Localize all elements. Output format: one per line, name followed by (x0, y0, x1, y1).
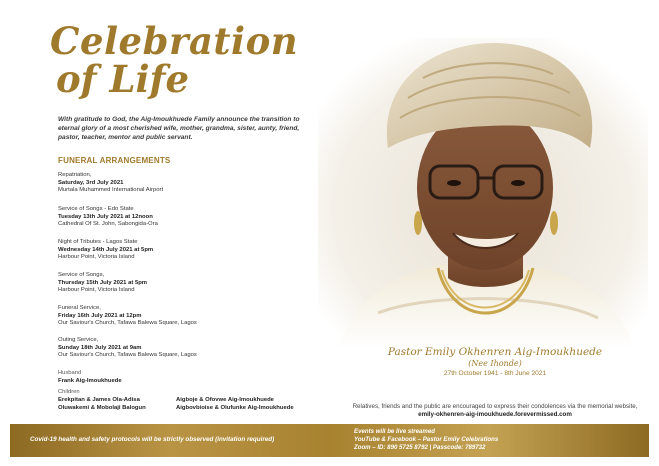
event-place: Our Saviour's Church, Tafawa Balewa Square, Lagos (58, 320, 197, 327)
event-date: Saturday, 3rd July 2021 (58, 179, 124, 186)
child-name: Oluwakemi & Mobolaji Balogun (58, 405, 146, 411)
event-label: Service of Songs, (58, 272, 105, 278)
condolence-text: Relatives, friends and the public are encouraged to express their condolences via the memorial website, (352, 403, 638, 410)
event-date: Thursday 15th July 2021 at 5pm (58, 279, 148, 286)
condolence-note (345, 403, 645, 419)
livestream-line: YouTube & Facebook – Pastor Emily Celebrations (354, 436, 499, 444)
event-funeral-service (58, 305, 197, 328)
event-place: Harbour Point, Victoria Island (58, 254, 135, 261)
deceased-name: Pastor Emily Okhenren Aig-Imoukhuede (387, 346, 603, 358)
event-night-of-tributes (58, 239, 153, 262)
event-label: Service of Songs - Edo State (58, 206, 134, 212)
life-dates: 27th October 1941 - 8th June 2021 (443, 370, 547, 377)
maiden-name: (Nee Ihonde) (468, 359, 522, 368)
memorial-website-link[interactable]: emily-okhenren-aig-imoukhuede.forevermissed.com (418, 411, 572, 418)
child-name: Aigbovbioise & Olufunke Aig-Imoukhuede (176, 405, 294, 411)
event-date: Tuesday 13th July 2021 at 12noon (58, 213, 153, 220)
event-repatriation (58, 172, 163, 195)
husband-name: Frank Aig-Imoukhuede (58, 378, 122, 384)
event-place: Our Saviour's Church, Tafawa Balewa Square, Lagos (58, 352, 197, 359)
event-date: Wednesday 14th July 2021 at 5pm (58, 246, 154, 253)
title-line-2: of Life (56, 57, 190, 101)
announcement-text: With gratitude to God, the Aig-Imoukhuede Family announce the transition to eternal glory of a most cherished wife, mother, grandma, sister, aunty, friend, pastor, teacher, mentor and public servant. (58, 116, 300, 142)
livestream-line: Events will be live streamed (354, 428, 435, 435)
event-date: Friday 16th July 2021 at 12pm (58, 312, 142, 319)
arrangements-heading: FUNERAL ARRANGEMENTS (58, 156, 171, 165)
title-line-1: Celebration (50, 19, 299, 63)
event-label: Outing Service, (58, 337, 99, 343)
covid-notice: Covid-19 health and safety protocols will be strictly observed (invitation required) (30, 436, 275, 443)
event-outing-service (58, 337, 197, 360)
bottom-banner (10, 424, 649, 457)
child-name: Aigboje & Ofovwe Aig-Imoukhuede (176, 397, 274, 403)
portrait-photo (318, 38, 648, 350)
event-service-songs-lagos (58, 272, 147, 295)
husband-label: Husband (58, 370, 82, 376)
livestream-info (354, 428, 498, 453)
event-label: Repatriation, (58, 172, 92, 178)
event-label: Night of Tributes - Lagos State (58, 239, 138, 245)
deceased-signature (360, 346, 630, 377)
event-place: Harbour Point, Victoria Island (58, 287, 135, 294)
children-label: Children (58, 389, 80, 395)
event-place: Murtala Muhammed International Airport (58, 187, 164, 194)
event-date: Sunday 18th July 2021 at 9am (58, 344, 142, 351)
livestream-line: Zoom – ID: 890 5725 8792 | Passcode: 789732 (354, 444, 486, 452)
event-place: Cathedral Of St. John, Sabongida-Ora (58, 221, 158, 228)
event-service-songs-edo (58, 206, 158, 229)
event-label: Funeral Service, (58, 305, 101, 311)
child-name: Erekpitan & James Ola-Adisa (58, 397, 140, 403)
